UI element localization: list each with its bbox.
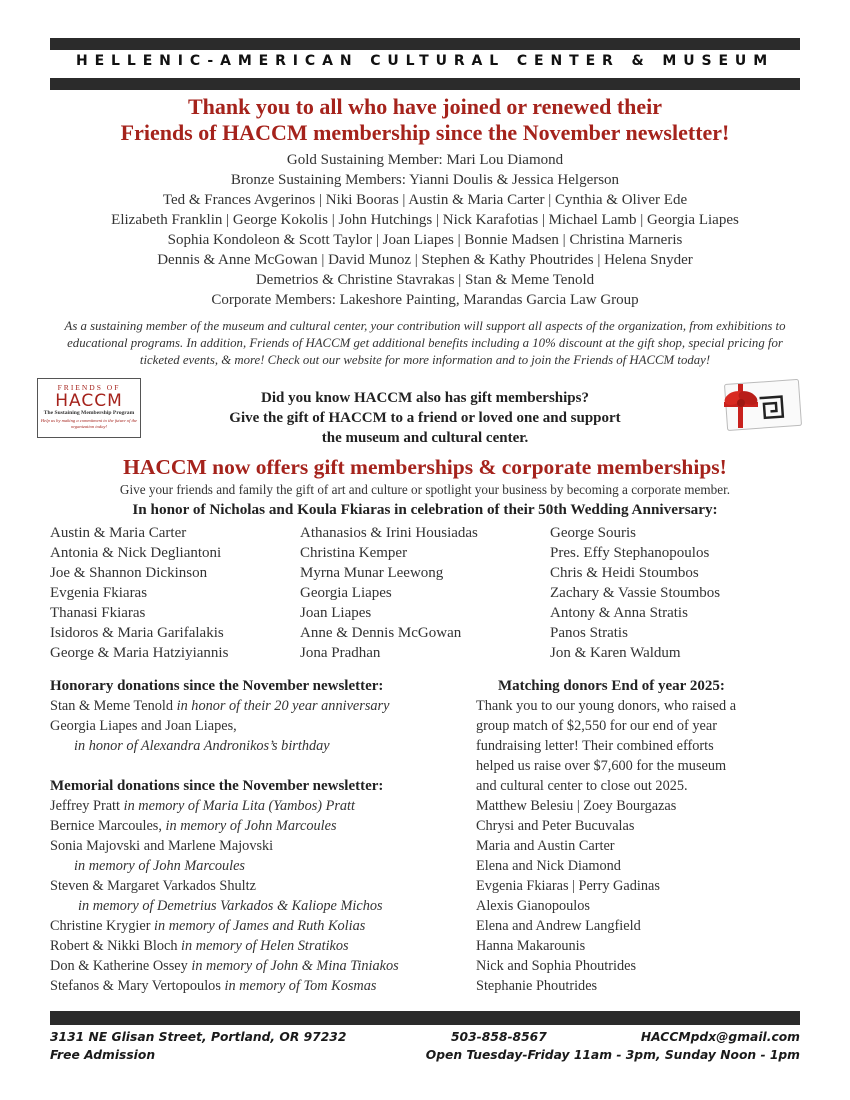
donation-note: in memory of Helen Stratikos	[181, 938, 349, 954]
donor-name: Don & Katherine Ossey	[50, 958, 192, 974]
honor-name: George Souris	[550, 525, 636, 541]
member-line: Bronze Sustaining Members: Yianni Doulis & Jessica Helgerson	[230, 172, 620, 188]
thanks-heading-line2: Friends of HACCM membership since the November newsletter!	[120, 120, 730, 145]
honor-name: Isidoros & Maria Garifalakis	[50, 625, 224, 641]
honor-name: Anne & Dennis McGowan	[300, 625, 462, 641]
footer-hours: Open Tuesday-Friday 11am - 3pm, Sunday Noon - 1pm	[425, 1048, 800, 1062]
donor-name: Stan & Meme Tenold	[50, 698, 177, 714]
matching-text-line: fundraising letter! Their combined efforts	[476, 738, 714, 754]
member-line: Sophia Kondoleon & Scott Taylor | Joan Liapes | Bonnie Madsen | Christina Marneris	[167, 232, 683, 248]
gift-line: the museum and cultural center.	[321, 430, 529, 446]
matching-donor: Stephanie Phoutrides	[476, 978, 598, 994]
gift-question: Did you know HACCM also has gift memberships?	[261, 390, 589, 406]
donor-name: Stefanos & Mary Vertopoulos	[50, 978, 225, 994]
honor-name: Thanasi Fkiaras	[50, 605, 146, 621]
header-top-bar	[50, 38, 800, 50]
memorial-heading: Memorial donations since the November newsletter:	[50, 778, 384, 794]
logo-program: The Sustaining Membership Program	[43, 410, 135, 416]
honor-name: Joan Liapes	[300, 605, 372, 621]
honor-name: Antony & Anna Stratis	[550, 605, 688, 621]
memorial-line	[50, 816, 470, 836]
honor-name: Athanasios & Irini Housiadas	[300, 525, 478, 541]
offers-heading: HACCM now offers gift memberships & corporate memberships!	[123, 455, 727, 479]
honor-column-1	[50, 523, 228, 663]
memorial-line	[50, 936, 470, 956]
matching-text-line: group match of $2,550 for our end of year	[476, 718, 717, 734]
donation-note: in memory of John & Mina Tiniakos	[191, 958, 399, 974]
matching-donor: Nick and Sophia Phoutrides	[476, 958, 637, 974]
donation-note: in memory of Demetrius Varkados & Kaliope Michos	[78, 898, 383, 914]
honor-name: Myrna Munar Leewong	[300, 565, 444, 581]
matching-donor: Matthew Belesiu | Zoey Bourgazas	[476, 798, 677, 814]
honor-name: Georgia Liapes	[300, 585, 392, 601]
memorial-line	[50, 876, 470, 896]
matching-text-line: Thank you to our young donors, who raised a	[476, 698, 737, 714]
member-line: Elizabeth Franklin | George Kokolis | John Hutchings | Nick Karafotias | Michael Lamb | Georgia Liapes	[111, 212, 739, 228]
matching-donor: Evgenia Fkiaras | Perry Gadinas	[476, 878, 660, 894]
header-bottom-bar	[50, 78, 800, 90]
honor-name: Jona Pradhan	[300, 645, 381, 661]
footer-phone: 503-858-8567	[451, 1030, 547, 1044]
donations-left-column	[50, 676, 470, 996]
honor-name: Antonia & Nick Degliantoni	[50, 545, 222, 561]
honorary-line	[50, 736, 470, 756]
donation-note: in memory of James and Ruth Kolias	[154, 918, 366, 934]
honor-name: Evgenia Fkiaras	[50, 585, 148, 601]
matching-donor: Elena and Andrew Langfield	[476, 918, 641, 934]
member-line: Dennis & Anne McGowan | David Munoz | Stephen & Kathy Phoutrides | Helena Snyder	[157, 252, 693, 268]
member-line: Gold Sustaining Member: Mari Lou Diamond	[286, 152, 564, 168]
donation-note: in memory of John Marcoules	[165, 818, 337, 834]
memorial-line	[50, 796, 470, 816]
donation-note: in memory of Tom Kosmas	[224, 978, 377, 994]
donation-note: in honor of their 20 year anniversary	[176, 698, 390, 714]
donor-name: Robert & Nikki Bloch	[50, 938, 182, 954]
matching-text-line: and cultural center to close out 2025.	[476, 778, 688, 794]
matching-heading: Matching donors End of year 2025:	[498, 678, 725, 694]
honor-name: Pres. Effy Stephanopoulos	[550, 545, 710, 561]
footer-address: 3131 NE Glisan Street, Portland, OR 97232	[50, 1030, 347, 1044]
honor-name: George & Maria Hatziyiannis	[50, 645, 229, 661]
matching-donors-column	[476, 676, 806, 996]
member-line: Demetrios & Christine Stavrakas | Stan & Meme Tenold	[255, 272, 595, 288]
memorial-line	[50, 836, 470, 856]
memorial-line	[50, 856, 470, 876]
matching-donor: Hanna Makarounis	[476, 938, 586, 954]
matching-donor: Elena and Nick Diamond	[476, 858, 621, 874]
footer-email[interactable]: HACCMpdx@gmail.com	[640, 1030, 800, 1044]
honor-name: Christina Kemper	[300, 545, 408, 561]
logo-name: HACCM	[55, 391, 123, 411]
donor-name: Steven & Margaret Varkados Shultz	[50, 878, 256, 894]
header-title: HELLENIC-AMERICAN CULTURAL CENTER & MUSEUM	[75, 53, 775, 69]
honor-name: Chris & Heidi Stoumbos	[550, 565, 699, 581]
donor-name: Jeffrey Pratt	[50, 798, 124, 814]
offers-subtext: Give your friends and family the gift of art and culture or spotlight your business by becoming a corporate member.	[119, 482, 731, 497]
matching-donor: Alexis Gianopoulos	[476, 898, 590, 914]
donation-note: in memory of John Marcoules	[74, 858, 245, 874]
thanks-heading-line1: Thank you to all who have joined or renewed their	[187, 94, 663, 119]
honorary-line	[50, 696, 470, 716]
member-line: Corporate Members: Lakeshore Painting, Marandas Garcia Law Group	[211, 292, 639, 308]
gift-line: Give the gift of HACCM to a friend or loved one and support	[229, 410, 621, 426]
matching-donor: Chrysi and Peter Bucuvalas	[476, 818, 635, 834]
honor-name: Zachary & Vassie Stoumbos	[550, 585, 721, 601]
donor-name: Christine Krygier	[50, 918, 155, 934]
matching-donor: Maria and Austin Carter	[476, 838, 615, 854]
donor-name: Sonia Majovski and Marlene Majovski	[50, 838, 274, 854]
memorial-line	[50, 896, 470, 916]
memorial-line	[50, 956, 470, 976]
donation-note: in honor of Alexandra Andronikos’s birthday	[74, 738, 330, 754]
memorial-line	[50, 916, 470, 936]
matching-text-line: helped us raise over $7,600 for the museum	[476, 758, 727, 774]
honor-column-3	[550, 523, 720, 663]
logo-tagline: Help us by making a commitment to the future of the organization today!	[40, 418, 138, 429]
footer-bar	[50, 1011, 800, 1025]
honor-name: Austin & Maria Carter	[50, 525, 187, 541]
honorary-heading: Honorary donations since the November newsletter:	[50, 678, 384, 694]
donor-name: Bernice Marcoules,	[50, 818, 166, 834]
honor-heading: In honor of Nicholas and Koula Fkiaras in celebration of their 50th Wedding Anniversary:	[132, 501, 718, 518]
honor-name: Jon & Karen Waldum	[550, 645, 681, 661]
footer-admission: Free Admission	[50, 1048, 156, 1062]
donation-note: in memory of Maria Lita (Yambos) Pratt	[123, 798, 356, 814]
logo-friends-of: FRIENDS OF	[57, 383, 121, 392]
memorial-line	[50, 976, 470, 996]
honor-column-2	[300, 523, 478, 663]
member-line: Ted & Frances Avgerinos | Niki Booras | Austin & Maria Carter | Cynthia & Oliver Ede	[162, 192, 688, 208]
honor-name: Joe & Shannon Dickinson	[50, 565, 208, 581]
membership-paragraph: As a sustaining member of the museum and cultural center, your contribution will support all aspects of the organization, from exhibitions to educational programs. In addition, Friends of HACCM get additional benefits including a 10% discount at the gift shop, special pricing for ticketed events, & more! Check out our website for more information and to join the Friends of HACCM today!	[64, 319, 786, 367]
honor-name: Panos Stratis	[550, 625, 628, 641]
honorary-line: Georgia Liapes and Joan Liapes,	[50, 718, 237, 734]
